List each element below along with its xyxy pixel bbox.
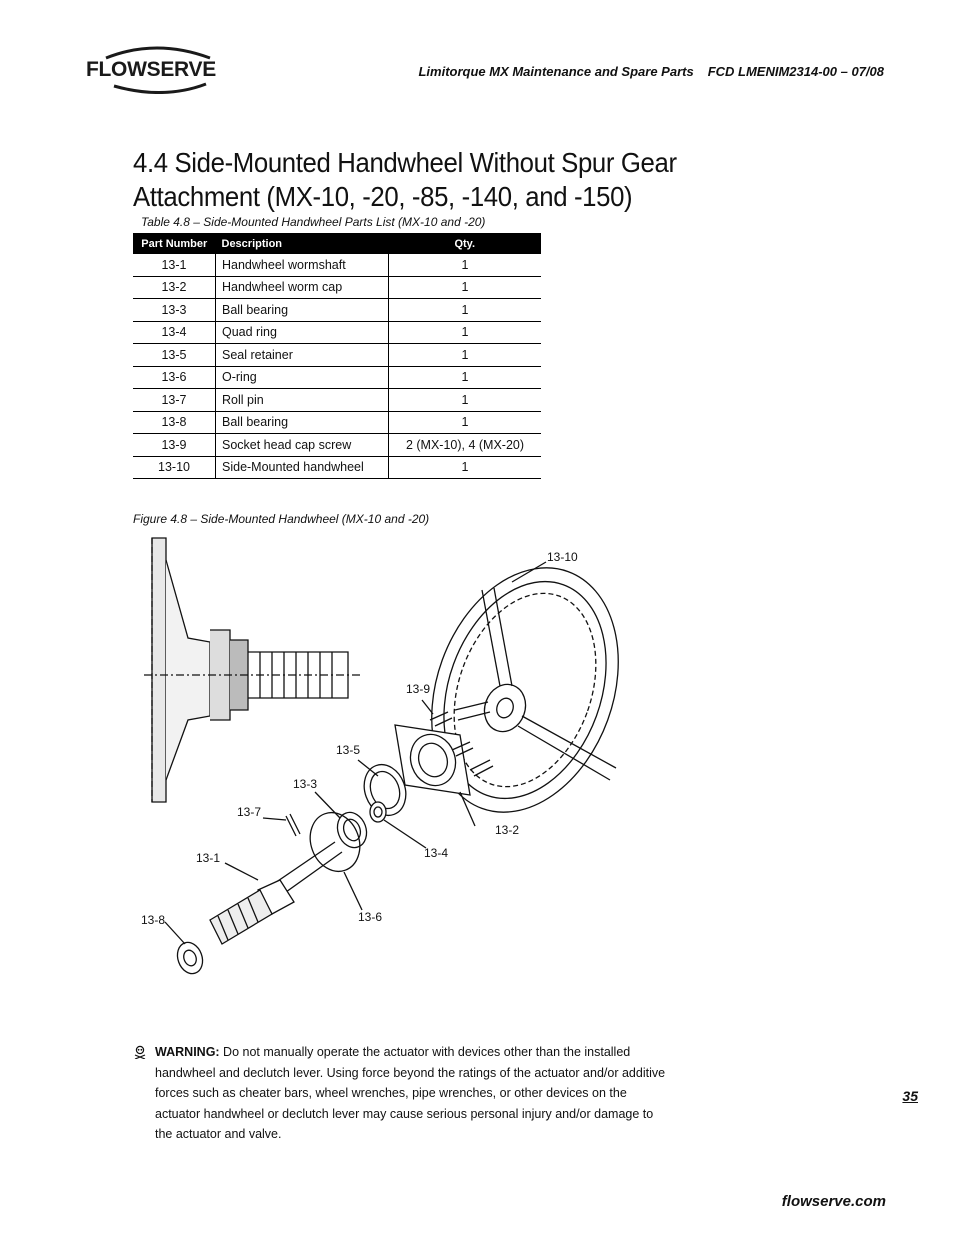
doc-title: Limitorque MX Maintenance and Spare Parts [418, 64, 694, 79]
section-title-line2: Attachment (MX-10, -20, -85, -140, and -150) [133, 181, 633, 212]
description-cell: Ball bearing [216, 411, 389, 434]
column-header-qty: Qty. [389, 233, 542, 254]
section-title [133, 146, 703, 214]
qty-cell: 1 [389, 321, 542, 344]
part-number-cell: 13-4 [133, 321, 216, 344]
qty-cell: 1 [389, 299, 542, 322]
table-row [133, 254, 541, 276]
qty-cell: 1 [389, 411, 542, 434]
callout-13-5: 13-5 [336, 743, 361, 757]
handwheel-drawing [130, 530, 650, 990]
section-title-line1: 4.4 Side-Mounted Handwheel Without Spur Gear [133, 147, 677, 178]
qty-cell: 1 [389, 344, 542, 367]
parts-table [133, 233, 541, 479]
callout-13-6: 13-6 [358, 910, 383, 924]
part-number-cell: 13-5 [133, 344, 216, 367]
callout-13-7: 13-7 [237, 805, 262, 819]
description-cell: Seal retainer [216, 344, 389, 367]
part-number-cell: 13-6 [133, 366, 216, 389]
callout-13-4: 13-4 [424, 846, 449, 860]
table-row [133, 411, 541, 434]
qty-cell: 1 [389, 276, 542, 299]
warning-text: Do not manually operate the actuator with devices other than the installed handwheel and declutch lever. Using force beyond the ratings of the actuator and/or additive forces such as cheater bars, wheel wrenches, pipe wrenches, or other devices on the actuator handwheel or declutch lever may cause serious personal injury and/or damage to the actuator and valve. [155, 1045, 666, 1141]
description-cell: Quad ring [216, 321, 389, 344]
table-row [133, 366, 541, 389]
callout-13-1: 13-1 [196, 851, 221, 865]
qty-cell: 1 [389, 366, 542, 389]
part-number-cell: 13-8 [133, 411, 216, 434]
description-cell: Ball bearing [216, 299, 389, 322]
table-row [133, 389, 541, 412]
exploded-handwheel-figure [130, 530, 650, 990]
description-cell: Socket head cap screw [216, 434, 389, 457]
footer-website: flowserve.com [781, 1193, 886, 1210]
description-cell: Roll pin [216, 389, 389, 412]
description-cell: O-ring [216, 366, 389, 389]
table-row [133, 321, 541, 344]
qty-cell: 1 [389, 254, 542, 276]
table-row [133, 276, 541, 299]
column-header-description: Description [216, 233, 389, 254]
column-header-part-number: Part Number [133, 233, 216, 254]
callout-13-3: 13-3 [293, 777, 318, 791]
table-row [133, 434, 541, 457]
table-caption: Table 4.8 – Side-Mounted Handwheel Parts List (MX-10 and -20) [141, 215, 486, 229]
skull-crossbones-icon [133, 1045, 147, 1059]
part-number-cell: 13-7 [133, 389, 216, 412]
part-number-cell: 13-9 [133, 434, 216, 457]
part-number-cell: 13-2 [133, 276, 216, 299]
table-row [133, 299, 541, 322]
table-header-row [133, 233, 541, 254]
warning-notice [133, 1042, 673, 1145]
callout-13-10: 13-10 [547, 550, 578, 564]
warning-label: WARNING: [155, 1045, 220, 1059]
part-number-cell: 13-1 [133, 254, 216, 276]
flowserve-logo [86, 44, 226, 94]
qty-cell: 1 [389, 389, 542, 412]
description-cell: Handwheel worm cap [216, 276, 389, 299]
qty-cell: 2 (MX-10), 4 (MX-20) [389, 434, 542, 457]
logo-text: FLOWSERVE [86, 58, 216, 81]
table-row [133, 456, 541, 479]
description-cell: Handwheel wormshaft [216, 254, 389, 276]
qty-cell: 1 [389, 456, 542, 479]
doc-code: FCD LMENIM2314-00 – 07/08 [707, 64, 884, 79]
description-cell: Side-Mounted handwheel [216, 456, 389, 479]
part-number-cell: 13-10 [133, 456, 216, 479]
table-row [133, 344, 541, 367]
callout-13-2: 13-2 [495, 823, 520, 837]
part-number-cell: 13-3 [133, 299, 216, 322]
callout-13-9: 13-9 [406, 682, 431, 696]
document-header [404, 64, 884, 79]
page-number: 35 [902, 1088, 918, 1104]
callout-13-8: 13-8 [141, 913, 166, 927]
figure-caption: Figure 4.8 – Side-Mounted Handwheel (MX-10 and -20) [133, 512, 430, 526]
